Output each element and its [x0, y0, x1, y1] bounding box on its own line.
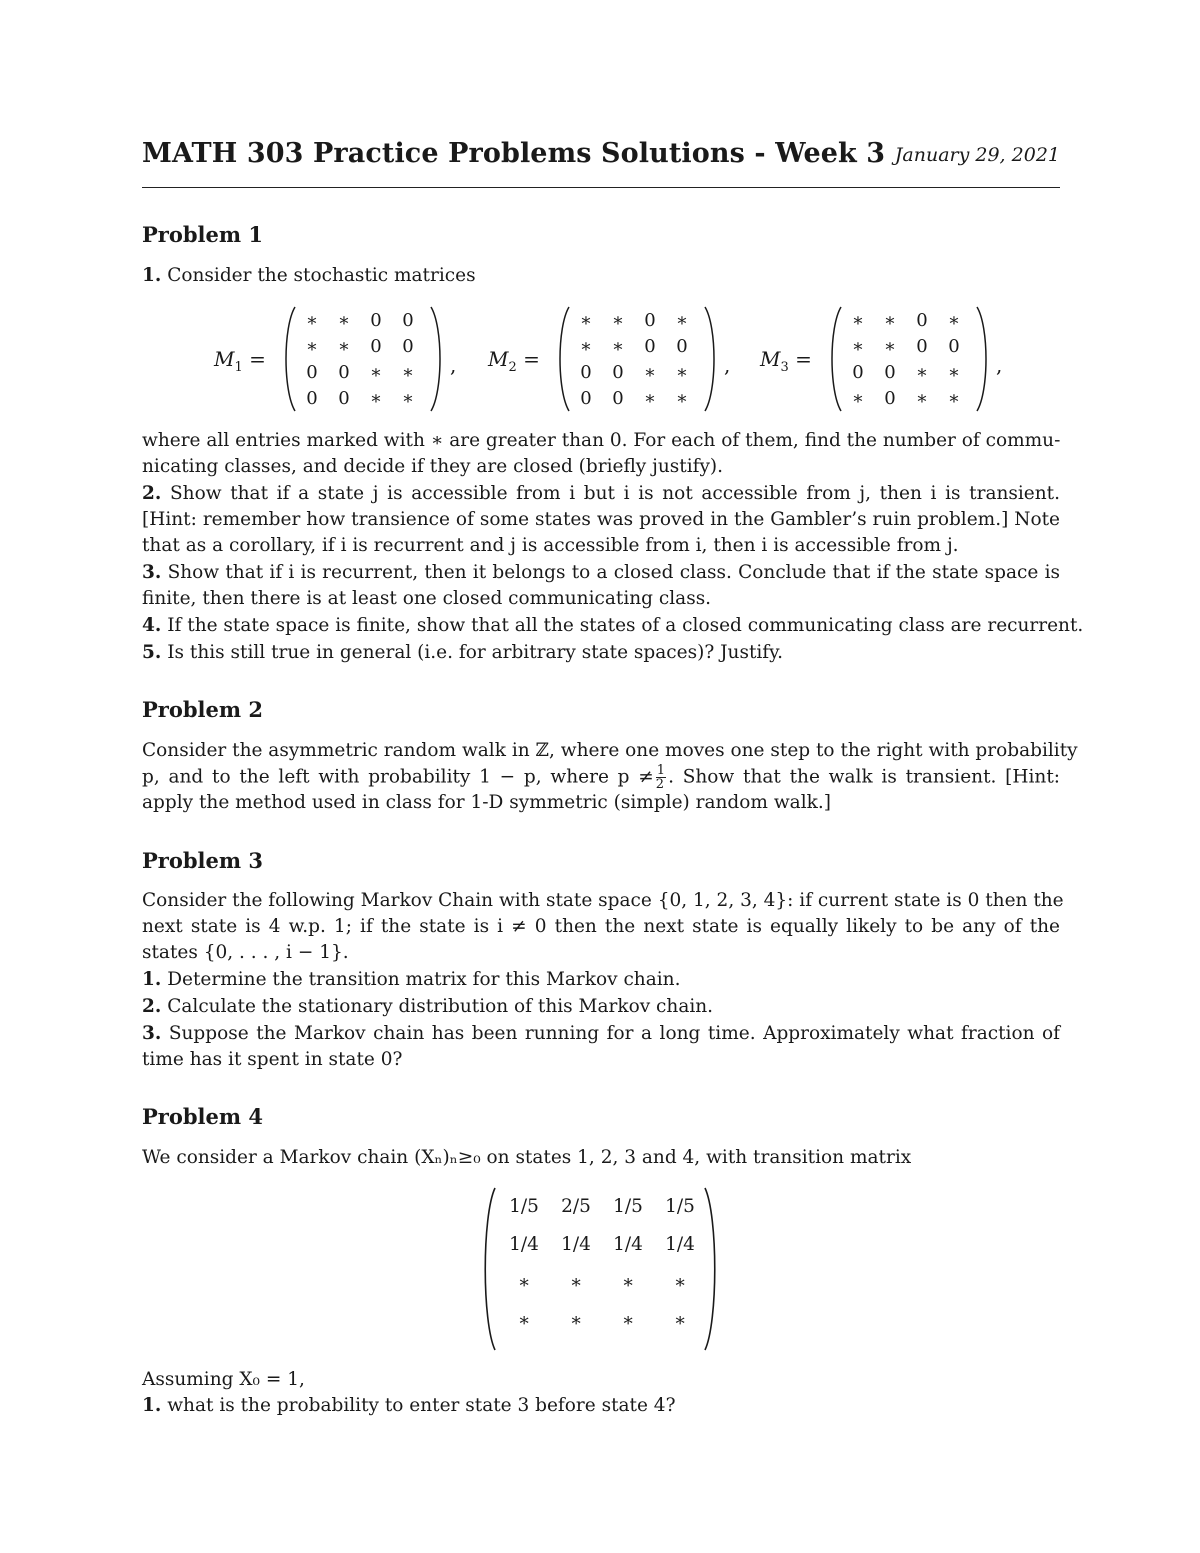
problem-3-text: next state is 4 w.p. 1; if the state is i ≠ 0 then the next state is equally likely to be any of the	[142, 916, 1060, 937]
matrix-label-subscript: 2	[508, 360, 517, 375]
matrix-cell: ∗	[883, 336, 897, 357]
matrix-label-name: M	[214, 347, 235, 371]
matrix-cell: ∗	[369, 362, 383, 383]
matrix-cell: 1/5	[509, 1196, 539, 1217]
problem-1-q3-cont: finite, then there is at least one closed communicating class.	[142, 588, 712, 609]
problem-4-q1	[142, 1393, 676, 1419]
matrix-m2	[488, 305, 731, 417]
matrix-cell: ∗	[643, 362, 657, 383]
matrix-cell: ∗	[621, 1272, 635, 1293]
problem-2-text: apply the method used in class for 1-D symmetric (simple) random walk.]	[142, 792, 831, 813]
matrix-cell: 0	[916, 310, 928, 331]
matrix-cell: ∗	[915, 362, 929, 383]
q-number: 3.	[142, 1023, 162, 1044]
matrix-cell: ∗	[517, 1272, 531, 1293]
problem-3-q3-cont: time has it spent in state 0?	[142, 1049, 403, 1070]
matrix-cell: 0	[644, 310, 656, 331]
comma: ,	[724, 353, 731, 377]
comma: ,	[450, 353, 457, 377]
fraction-numerator: 1	[656, 763, 666, 778]
matrix-cell: ∗	[675, 310, 689, 331]
page-date: January 29, 2021	[894, 144, 1060, 166]
q-text: If the state space is finite, show that all the states of a closed communicating class are recurrent.	[167, 615, 1084, 636]
matrix-cell: 2/5	[561, 1196, 591, 1217]
problem-3-text: states {0, . . . , i − 1}.	[142, 942, 349, 963]
problem-4-heading: Problem 4	[142, 1104, 264, 1129]
matrix-cell: ∗	[569, 1310, 583, 1331]
matrix-m3	[760, 305, 1003, 417]
right-parenthesis	[428, 305, 446, 413]
matrix-cell: ∗	[517, 1310, 531, 1331]
matrix-cell: ∗	[337, 310, 351, 331]
problem-1-q5	[142, 640, 783, 666]
fraction-denominator: 2	[655, 777, 665, 792]
matrix-cell: ∗	[305, 310, 319, 331]
q-text: Show that if a state j is accessible from i but i is not accessible from j, then i is transient.	[169, 483, 1060, 504]
matrix-cell: 1/4	[561, 1234, 591, 1255]
matrix-m1	[214, 305, 457, 417]
problem-1-q4	[142, 613, 1083, 639]
matrix-cell: ∗	[369, 388, 383, 409]
problem-1-q2-cont: that as a corollary, if i is recurrent and j is accessible from i, then i is accessible from j.	[142, 535, 959, 556]
problem-3-q2	[142, 994, 713, 1020]
matrix-cell: 0	[676, 336, 688, 357]
left-parenthesis	[554, 305, 572, 413]
equals-sign: =	[788, 347, 812, 371]
matrix-cell: ∗	[883, 310, 897, 331]
matrix-cell: ∗	[337, 336, 351, 357]
matrix-cell: 0	[612, 388, 624, 409]
problem-1-q3	[142, 560, 1060, 586]
matrix-cell: ∗	[851, 336, 865, 357]
problem-3-q1	[142, 967, 680, 993]
q-number: 5.	[142, 642, 162, 663]
matrix-cell: 1/4	[509, 1234, 539, 1255]
matrix-cell: 0	[402, 336, 414, 357]
matrix-cell: ∗	[851, 310, 865, 331]
q-number: 1.	[142, 1395, 162, 1416]
problem-4-text: We consider a Markov chain (Xₙ)ₙ≥₀ on states 1, 2, 3 and 4, with transition matrix	[142, 1147, 912, 1168]
page-header	[142, 132, 1060, 180]
matrix-cell: ∗	[915, 388, 929, 409]
matrix-cell: ∗	[611, 310, 625, 331]
matrix-cell: ∗	[643, 388, 657, 409]
problem-2-text: Consider the asymmetric random walk in ℤ, where one moves one step to the right with probability	[142, 740, 1078, 761]
matrix-cell: 0	[306, 362, 318, 383]
matrix-cell: ∗	[675, 388, 689, 409]
q-number: 1.	[142, 265, 162, 286]
matrix-cell: ∗	[621, 1310, 635, 1331]
matrix-cell: 1/5	[613, 1196, 643, 1217]
matrix-cell: ∗	[569, 1272, 583, 1293]
q-number: 2.	[142, 996, 162, 1017]
problem-3-text: Consider the following Markov Chain with state space {0, 1, 2, 3, 4}: if current state is 0 then the	[142, 890, 1064, 911]
q-text: Is this still true in general (i.e. for arbitrary state spaces)? Justify.	[167, 642, 784, 663]
matrix-cell: ∗	[673, 1310, 687, 1331]
matrix-cell: ∗	[579, 310, 593, 331]
matrix-cell: 0	[580, 388, 592, 409]
matrix-cell: 0	[306, 388, 318, 409]
problem-1-q2-cont: [Hint: remember how transience of some states was proved in the Gambler’s ruin problem.] Note	[142, 509, 1060, 530]
matrix-cell: ∗	[401, 388, 415, 409]
equals-sign: =	[516, 347, 540, 371]
matrix-cell: ∗	[305, 336, 319, 357]
q-text: Calculate the stationary distribution of this Markov chain.	[167, 996, 714, 1017]
problem-2-heading: Problem 2	[142, 697, 264, 722]
problem-1-q1	[142, 263, 476, 289]
matrix-label-name: M	[760, 347, 781, 371]
q-text: Determine the transition matrix for this Markov chain.	[167, 969, 681, 990]
matrix-cell: 0	[644, 336, 656, 357]
matrix-label-subscript: 3	[780, 360, 789, 375]
matrix-cell: ∗	[611, 336, 625, 357]
q-number: 3.	[142, 562, 162, 583]
matrix-label-subscript: 1	[234, 360, 243, 375]
header-rule	[142, 187, 1060, 188]
matrix-cell: 1/4	[665, 1234, 695, 1255]
comma: ,	[996, 353, 1003, 377]
matrix-label	[760, 347, 812, 375]
matrix-cell: 0	[852, 362, 864, 383]
matrix-cell: ∗	[947, 388, 961, 409]
matrix-label	[488, 347, 540, 375]
matrix-cell: 1/4	[613, 1234, 643, 1255]
q-number: 1.	[142, 969, 162, 990]
matrix-cell: 0	[370, 336, 382, 357]
page-title: MATH 303 Practice Problems Solutions - Week 3	[142, 138, 886, 169]
left-parenthesis	[478, 1186, 498, 1352]
text-span: p, and to the left with probability 1 − p, where p ≠	[142, 766, 654, 788]
matrix-cell: 1/5	[665, 1196, 695, 1217]
problem-1-text: nicating classes, and decide if they are closed (briefly justify).	[142, 456, 724, 477]
problem-3-q3	[142, 1021, 1060, 1047]
text-span: . Show that the walk is transient. [Hint:	[668, 766, 1061, 788]
matrix-cell: 0	[580, 362, 592, 383]
right-parenthesis	[974, 305, 992, 413]
right-parenthesis	[702, 305, 720, 413]
matrix-cell: 0	[370, 310, 382, 331]
fraction	[656, 764, 666, 791]
matrix-cell: 0	[916, 336, 928, 357]
q-number: 2.	[142, 483, 162, 504]
matrix-cell: ∗	[673, 1272, 687, 1293]
matrix-cell: 0	[402, 310, 414, 331]
matrix-cell: 0	[612, 362, 624, 383]
matrix-cell: 0	[338, 362, 350, 383]
matrix-label-name: M	[488, 347, 509, 371]
equals-sign: =	[242, 347, 266, 371]
q-number: 4.	[142, 615, 162, 636]
matrix-cell: ∗	[675, 362, 689, 383]
matrix-cell: ∗	[579, 336, 593, 357]
matrix-cell: ∗	[401, 362, 415, 383]
matrix-cell: 0	[884, 362, 896, 383]
q-text: what is the probability to enter state 3 before state 4?	[167, 1395, 676, 1416]
matrix-cell: 0	[884, 388, 896, 409]
matrix-cell: ∗	[851, 388, 865, 409]
problem-1-heading: Problem 1	[142, 222, 264, 247]
problem-3-heading: Problem 3	[142, 848, 264, 873]
problem-4-assumption: Assuming X₀ = 1,	[142, 1369, 305, 1390]
matrix-cell: 0	[948, 336, 960, 357]
q-text: Show that if i is recurrent, then it belongs to a closed class. Conclude that if the state space is	[167, 562, 1060, 583]
problem-2-text	[142, 764, 1060, 791]
matrix-cell: ∗	[947, 310, 961, 331]
problem-1-text: where all entries marked with ∗ are greater than 0. For each of them, find the number of commu-	[142, 430, 1061, 451]
matrix-label	[214, 347, 266, 375]
q-text: Consider the stochastic matrices	[167, 265, 476, 286]
transition-matrix	[478, 1186, 722, 1352]
matrix-cell: ∗	[947, 362, 961, 383]
matrix-cell: 0	[338, 388, 350, 409]
q-text: Suppose the Markov chain has been running for a long time. Approximately what fraction of	[168, 1023, 1060, 1044]
problem-1-q2	[142, 481, 1060, 507]
left-parenthesis	[280, 305, 298, 413]
left-parenthesis	[826, 305, 844, 413]
